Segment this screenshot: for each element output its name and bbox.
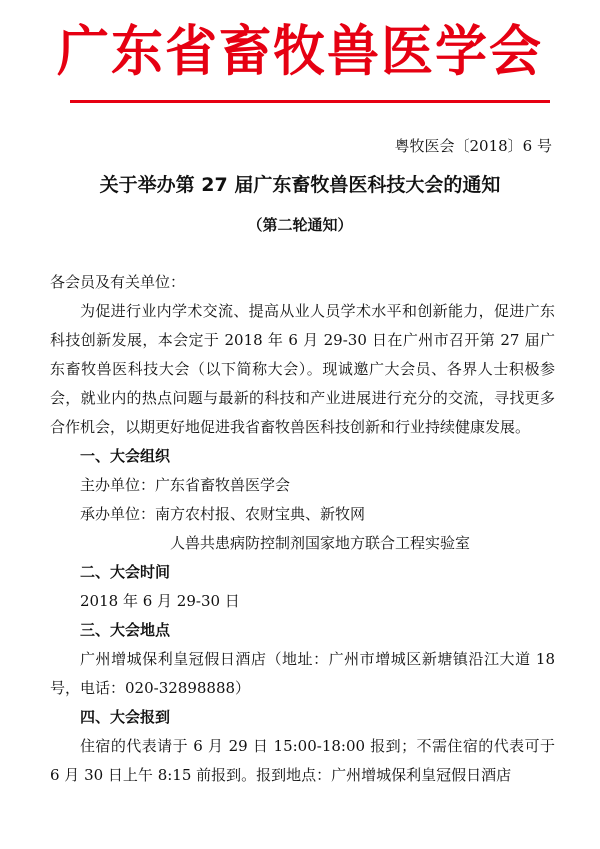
- red-divider-rule: [70, 100, 550, 103]
- notice-subtitle: （第二轮通知）: [247, 216, 353, 234]
- section-heading-venue: 三、大会地点: [80, 621, 171, 639]
- venue-text: 广州增城保利皇冠假日酒店（地址：广州市增城区新塘镇沿江大道 18 号，电话：020-32898888）: [50, 650, 555, 697]
- document-number: 粤牧医会〔2018〕6 号: [394, 137, 552, 155]
- intro-paragraph: 为促进行业内学术交流、提高从业人员学术水平和创新能力，促进广东科技创新发展，本会定于 2018 年 6 月 29-30 日在广州市召开第 27 届广东畜牧兽医科技大会（以下简称大会）。现诚邀广大会员、各界人士积极参会，就业内的热点问题与最新的科技和产业进展进行充分的交流，寻找更多合作机会，以期更好地促进我省畜牧兽医科技创新和行业持续健康发展。: [50, 302, 555, 436]
- registration-text: 住宿的代表请于 6 月 29 日 15:00-18:00 报到；不需住宿的代表可于 6 月 30 日上午 8:15 前报到。报到地点：广州增城保利皇冠假日酒店: [50, 737, 555, 784]
- section-heading-time: 二、大会时间: [80, 563, 171, 581]
- organizer-line-continued: 人兽共患病防控制剂国家地方联合工程实验室: [170, 534, 471, 552]
- section-heading-organization: 一、大会组织: [80, 447, 171, 465]
- notice-body: [50, 268, 555, 790]
- org-masthead: 广东省畜牧兽医学会: [56, 20, 543, 84]
- meeting-date: 2018 年 6 月 29-30 日: [80, 592, 240, 610]
- notice-title: 关于举办第 27 届广东畜牧兽医科技大会的通知: [99, 174, 501, 196]
- host-line: 主办单位：广东省畜牧兽医学会: [80, 476, 291, 494]
- organizer-line: 承办单位：南方农村报、农财宝典、新牧网: [80, 505, 366, 523]
- salutation: 各会员及有关单位：: [50, 273, 186, 291]
- section-heading-registration: 四、大会报到: [80, 708, 171, 726]
